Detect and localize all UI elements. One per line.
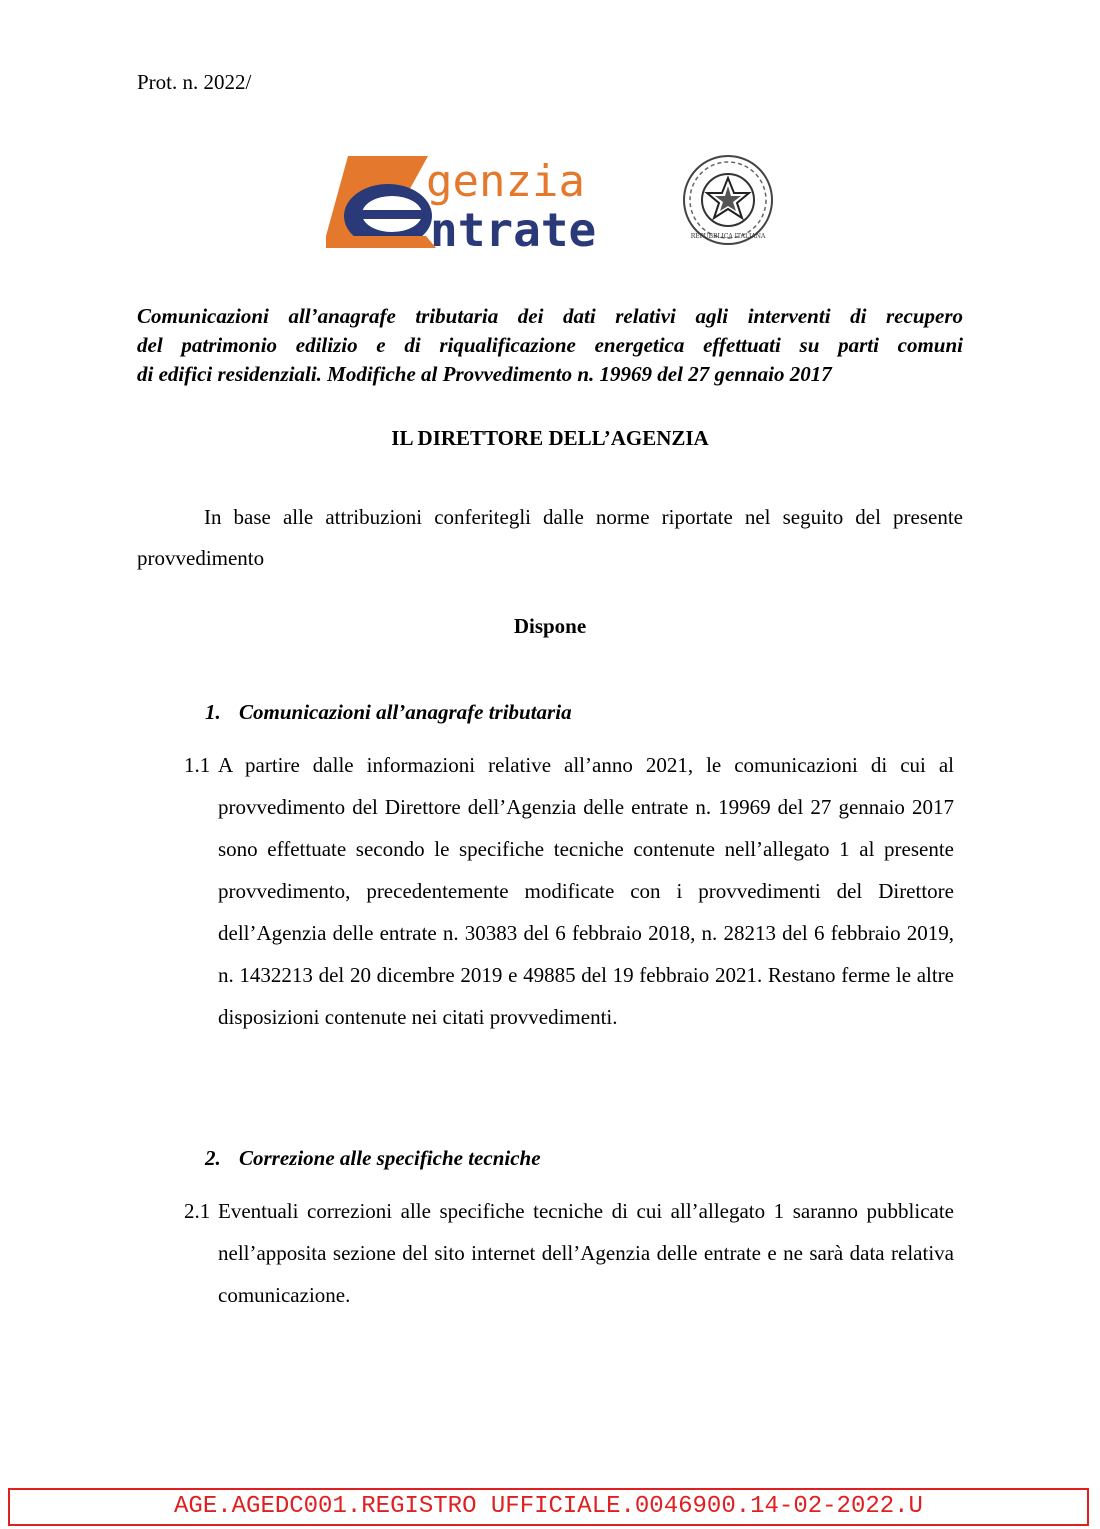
section-number: 1.	[205, 700, 221, 724]
section-title: Correzione alle specifiche tecniche	[239, 1146, 541, 1170]
logo-genzia-text: genzia	[426, 156, 585, 207]
emblem-text: REPUBBLICA ITALIANA	[690, 233, 766, 240]
section-heading-2	[205, 1146, 541, 1171]
logo-graphic	[326, 144, 776, 254]
item-number: 2.1	[184, 1199, 211, 1223]
section-title: Comunicazioni all’anagrafe tributaria	[239, 700, 572, 724]
title-line-3: di edifici residenziali. Modifiche al Provvedimento n. 19969 del 27 gennaio 2017	[137, 362, 832, 386]
director-heading: IL DIRETTORE DELL’AGENZIA	[391, 426, 709, 450]
agenzia-entrate-logo	[326, 144, 776, 254]
logo-ntrate-text: ntrate	[430, 203, 597, 254]
title-line-2: del patrimonio edilizio e di riqualificazione energetica effettuati su parti comuni	[137, 333, 963, 357]
protocol-number: Prot. n. 2022/	[137, 70, 252, 94]
title-line-1: Comunicazioni all’anagrafe tributaria dei dati relativi agli interventi di recupero	[137, 304, 963, 328]
registry-stamp: AGE.AGEDC001.REGISTRO UFFICIALE.0046900.14-02-2022.U	[8, 1488, 1089, 1526]
item-text: A partire dalle informazioni relative all’anno 2021, le comunicazioni di cui al provvedimento del Direttore dell’Agenzia delle entrate n. 19969 del 27 gennaio 2017 sono effettuate secondo le specifiche tecniche contenute nell’allegato 1 al presente provvedimento, precedentemente modificate con i provvedimenti del Direttore dell’Agenzia delle entrate n. 30383 del 6 febbraio 2018, n. 28213 del 6 febbraio 2019, n. 1432213 del 20 dicembre 2019 e 49885 del 19 febbraio 2021. Restano ferme le altre disposizioni contenute nei citati provvedimenti.	[218, 753, 954, 1029]
dispone-heading: Dispone	[513, 614, 587, 638]
section-heading-1	[205, 700, 572, 725]
document-title	[137, 302, 963, 389]
italian-emblem-icon	[684, 156, 772, 244]
intro-paragraph: In base alle attribuzioni conferitegli dalle norme riportate nel seguito del presente provvedimento	[137, 505, 963, 570]
section-number: 2.	[205, 1146, 221, 1170]
item-number: 1.1	[184, 753, 211, 777]
item-text: Eventuali correzioni alle specifiche tecniche di cui all’allegato 1 saranno pubblicate nell’apposita sezione del sito internet dell’Agenzia delle entrate e ne sarà data relativa comunicazione.	[218, 1199, 954, 1307]
